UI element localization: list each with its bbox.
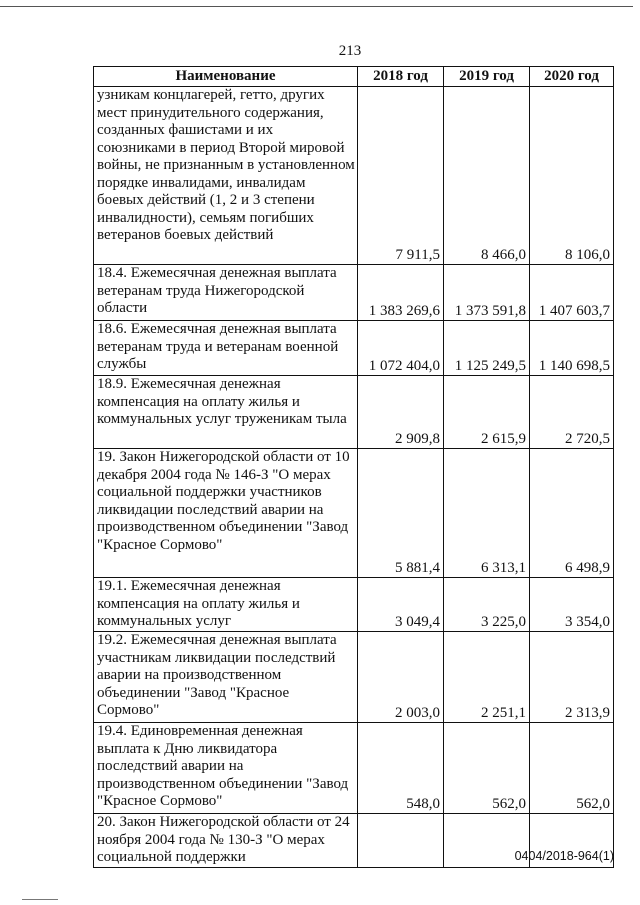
table-row — [94, 87, 614, 265]
row-name: 18.6. Ежемесячная денежная выплата ветеранам труда и ветеранам военной службы — [94, 321, 358, 376]
table-row — [94, 632, 614, 723]
table-row — [94, 578, 614, 632]
value-2018: 548,0 — [358, 723, 444, 814]
value-2018: 2 003,0 — [358, 632, 444, 723]
value-2020: 2 313,9 — [530, 632, 614, 723]
value-2018: 1 072 404,0 — [358, 321, 444, 376]
value-2020: 2 720,5 — [530, 376, 614, 449]
header-2018: 2018 год — [358, 67, 444, 87]
header-name: Наименование — [94, 67, 358, 87]
value-2018 — [358, 814, 444, 868]
value-2018: 7 911,5 — [358, 87, 444, 265]
row-name: 18.9. Ежемесячная денежная компенсация на оплату жилья и коммунальных услуг труженикам тыла — [94, 376, 358, 449]
budget-table — [93, 66, 614, 868]
value-2020: 1 140 698,5 — [530, 321, 614, 376]
value-2020: 1 407 603,7 — [530, 265, 614, 321]
row-name: 20. Закон Нижегородской области от 24 ноября 2004 года № 130-З "О мерах социальной поддержки — [94, 814, 358, 868]
value-2020: 8 106,0 — [530, 87, 614, 265]
row-name: 19.1. Ежемесячная денежная компенсация на оплату жилья и коммунальных услуг — [94, 578, 358, 632]
value-2018: 1 383 269,6 — [358, 265, 444, 321]
value-2019: 562,0 — [444, 723, 530, 814]
table-row — [94, 321, 614, 376]
value-2019: 8 466,0 — [444, 87, 530, 265]
document-code: 0404/2018-964(1) — [514, 849, 614, 863]
value-2019: 2 615,9 — [444, 376, 530, 449]
header-2020: 2020 год — [530, 67, 614, 87]
value-2018: 2 909,8 — [358, 376, 444, 449]
table-row — [94, 449, 614, 578]
value-2020: 562,0 — [530, 723, 614, 814]
table-row — [94, 723, 614, 814]
table-row — [94, 376, 614, 449]
table-row — [94, 265, 614, 321]
page-number: 213 — [338, 43, 362, 59]
value-2018: 3 049,4 — [358, 578, 444, 632]
row-name: 19.4. Единовременная денежная выплата к Дню ликвидатора последствий аварии на производственном объединении "Завод "Красное Сормово" — [94, 723, 358, 814]
value-2020: 3 354,0 — [530, 578, 614, 632]
value-2018: 5 881,4 — [358, 449, 444, 578]
value-2020: 6 498,9 — [530, 449, 614, 578]
value-2019: 2 251,1 — [444, 632, 530, 723]
top-rule — [0, 6, 633, 7]
value-2019: 1 373 591,8 — [444, 265, 530, 321]
row-name: 19.2. Ежемесячная денежная выплата участникам ликвидации последствий аварии на производственном объединении "Завод "Красное Сормово" — [94, 632, 358, 723]
header-2019: 2019 год — [444, 67, 530, 87]
table-header-row — [94, 67, 614, 87]
row-name: 18.4. Ежемесячная денежная выплата ветеранам труда Нижегородской области — [94, 265, 358, 321]
row-name: 19. Закон Нижегородской области от 10 декабря 2004 года № 146-З "О мерах социальной поддержки участников ликвидации последствий аварии на производственном объединении "Завод "Красное Сормово" — [94, 449, 358, 578]
footer-rule — [22, 899, 58, 900]
row-name: узникам концлагерей, гетто, других мест принудительного содержания, созданных фашистами и их союзниками в период Второй мировой войны, не признанным в установленном порядке инвалидами, инвалидам боевых действий (1, 2 и 3 степени инвалидности), семьям погибших ветеранов боевых действий — [94, 87, 358, 265]
value-2019: 1 125 249,5 — [444, 321, 530, 376]
value-2019: 3 225,0 — [444, 578, 530, 632]
value-2019: 6 313,1 — [444, 449, 530, 578]
